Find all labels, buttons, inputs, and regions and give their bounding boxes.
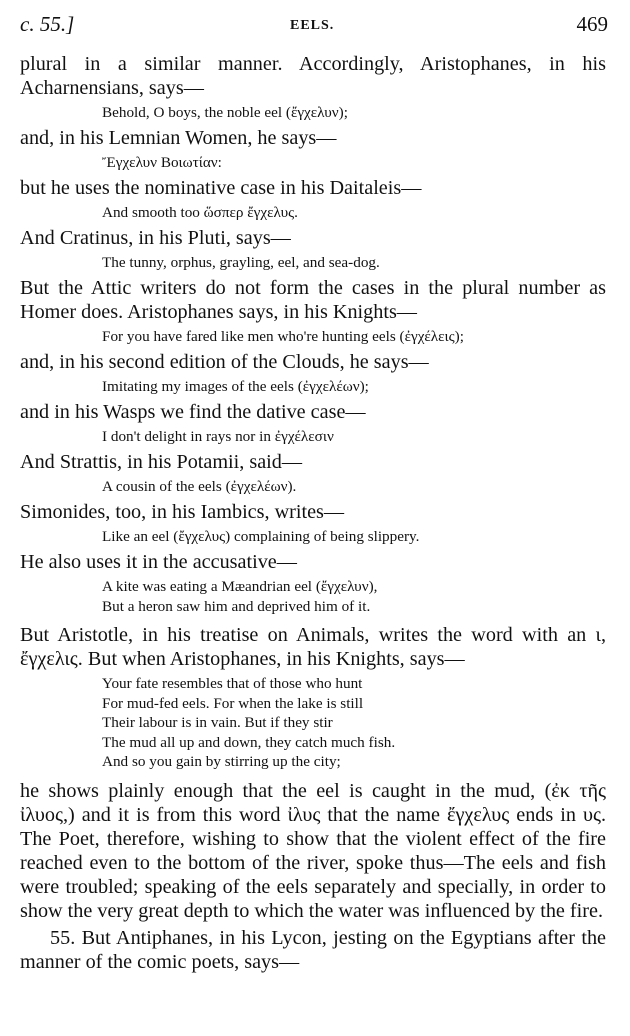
verse-line: Their labour is in vain. But if they stir <box>102 714 333 731</box>
paragraph: Simonides, too, in his Iambics, writes— <box>20 501 345 523</box>
verse-line: A kite was eating a Mæandrian eel (ἔγχελυν), <box>102 578 378 595</box>
paragraph: But the Attic writers do not form the cases in the plural number as Homer does. Aristophanes says, in his Knights— <box>20 277 606 323</box>
verse-quotation <box>102 577 606 616</box>
quotation: Imitating my images of the eels (ἐγχελέων); <box>102 378 369 395</box>
paragraph: and, in his second edition of the Clouds, he says— <box>20 351 429 373</box>
page-number: 469 <box>576 12 608 36</box>
quotation: Behold, O boys, the noble eel (ἔγχελυν); <box>102 104 348 121</box>
paragraph: plural in a similar manner. Accordingly, Aristophanes, in his Acharnensians, says— <box>20 53 606 99</box>
paragraph: And Cratinus, in his Pluti, says— <box>20 227 291 249</box>
quotation: Like an eel (ἔγχελυς) complaining of being slippery. <box>102 528 420 545</box>
paragraph: But Aristotle, in his treatise on Animals, writes the word with an ι, ἔγχελις. But when Aristophanes, in his Knights, says— <box>20 624 606 670</box>
paragraph: 55. But Antiphanes, in his Lycon, jesting on the Egyptians after the manner of the comic poets, says— <box>20 926 606 973</box>
paragraph: And Strattis, in his Potamii, said— <box>20 451 303 473</box>
section-reference: c. 55.] <box>20 12 75 36</box>
paragraph: he shows plainly enough that the eel is caught in the mud, (ἐκ τῆς ἰλυος,) and it is from this word ἰλυς that the name ἔγχελυς ends in υς. The Poet, therefore, wishing to show that the violent effect of the fire reached even to the bottom of the river, spoke thus—The eels and fish were troubled; speaking of the eels separately and specially, in order to show the very great depth to which the water was influenced by the fire. <box>20 779 606 922</box>
quotation: Ἔγχελυν Βοιωτίαν: <box>102 154 222 171</box>
verse-line: And so you gain by stirring up the city; <box>102 753 341 770</box>
running-head: EELS. <box>290 18 335 33</box>
quotation: I don't delight in rays nor in ἐγχέλεσιν <box>102 428 334 445</box>
paragraph: He also uses it in the accusative— <box>20 551 297 573</box>
quotation: The tunny, orphus, grayling, eel, and sea-dog. <box>102 254 380 271</box>
quotation: A cousin of the eels (ἐγχελέων). <box>102 478 297 495</box>
verse-quotation <box>102 674 606 772</box>
verse-line: For mud-fed eels. For when the lake is still <box>102 694 364 712</box>
quotation: And smooth too ὥσπερ ἔγχελυς. <box>102 204 298 221</box>
verse-line: The mud all up and down, they catch much fish. <box>102 733 396 751</box>
paragraph: and in his Wasps we find the dative case— <box>20 401 366 423</box>
paragraph: and, in his Lemnian Women, he says— <box>20 127 337 149</box>
verse-line: Your fate resembles that of those who hunt <box>102 675 363 692</box>
paragraph: but he uses the nominative case in his Daitaleis— <box>20 177 422 199</box>
verse-line: But a heron saw him and deprived him of it. <box>102 597 371 615</box>
quotation: For you have fared like men who're hunting eels (ἐγχέλεις); <box>102 328 464 345</box>
page-body <box>20 52 606 977</box>
